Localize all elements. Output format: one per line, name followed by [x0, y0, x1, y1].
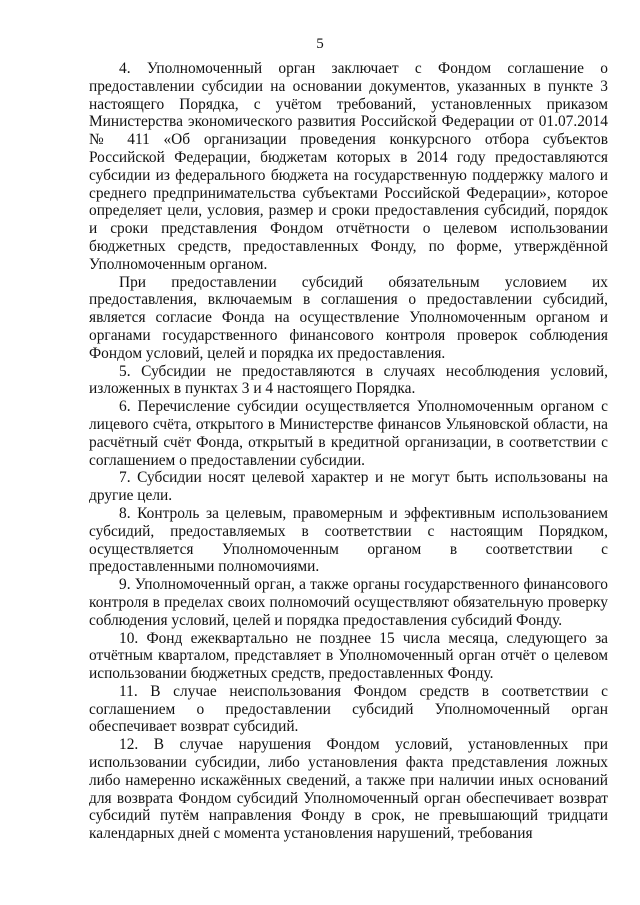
- paragraph-6: 6. Перечисление субсидии осуществляется Уполномоченным органом с лицевого счёта, открытого в Министерстве финансов Ульяновской области, на расчётный счёт Фонда, открытый в кредитной организации, в соответствии с соглашением о предоставлении субсидии.: [89, 398, 608, 469]
- paragraph-9: 9. Уполномоченный орган, а также органы государственного финансового контроля в пределах своих полномочий осуществляют обязательную проверку соблюдения условий, целей и порядка предоставления субсидий Фонду.: [89, 576, 608, 629]
- paragraph-4: 4. Уполномоченный орган заключает с Фондом соглашение о предоставлении субсидии на основании документов, указанных в пункте 3 настоящего Порядка, с учётом требований, установленных приказом Министерства экономического развития Российской Федерации от 01.07.2014 № 411 «Об организации проведения конкурсного отбора субъектов Российской Федерации, бюджетам которых в 2014 году предоставляются субсидии из федерального бюджета на государственную поддержку малого и среднего предпринимательства субъектами Российской Федерации», которое определяет цели, условия, размер и сроки предоставления субсидий, порядок и сроки представления Фондом отчётности о целевом использовании бюджетных средств, предоставленных Фонду, по форме, утверждённой Уполномоченным органом.: [89, 60, 608, 273]
- paragraph-5: 5. Субсидии не предоставляются в случаях несоблюдения условий, изложенных в пунктах 3 и 4 настоящего Порядка.: [89, 362, 608, 398]
- paragraph-12: 12. В случае нарушения Фондом условий, установленных при использовании субсидии, либо установления факта представления ложных либо намеренно искажённых сведений, а также при наличии иных оснований для возврата Фондом субсидий Уполномоченный орган обеспечивает возврат субсидий путём направления Фонду в срок, не превышающий тридцати календарных дней с момента установления нарушений, требования: [89, 736, 608, 843]
- paragraph-11: 11. В случае неиспользования Фондом средств в соответствии с соглашением о предоставлении субсидий Уполномоченный орган обеспечивает возврат субсидий.: [89, 682, 608, 736]
- page-number: 5: [316, 36, 324, 52]
- document-body: [89, 60, 608, 843]
- paragraph-8: 8. Контроль за целевым, правомерным и эффективным использованием субсидий, предоставляемых в соответствии с настоящим Порядком, осуществляется Уполномоченным органом в соответствии с предоставленными полномочиями.: [89, 504, 608, 576]
- paragraph-7: 7. Субсидии носят целевой характер и не могут быть использованы на другие цели.: [89, 469, 608, 505]
- paragraph-4-condition: При предоставлении субсидий обязательным условием их предоставления, включаемым в соглашения о предоставлении субсидий, является согласие Фонда на осуществление Уполномоченным органом и органами государственного финансового контроля проверок соблюдения Фондом условий, целей и порядка их предоставления.: [89, 273, 608, 362]
- paragraph-10: 10. Фонд ежеквартально не позднее 15 числа месяца, следующего за отчётным кварталом, представляет в Уполномоченный орган отчёт о целевом использовании бюджетных средств, предоставленных Фонду.: [89, 629, 608, 683]
